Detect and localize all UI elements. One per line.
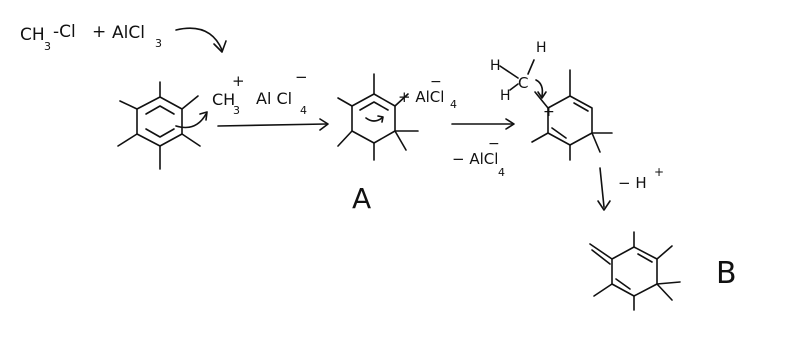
methyl-carbon: C — [518, 74, 529, 92]
methyl-bond — [395, 131, 406, 150]
reagent-alcl: AlCl — [112, 23, 145, 43]
step1-reagents — [212, 68, 328, 130]
methyl-cation-subscript: 3 — [233, 104, 240, 117]
alcl4-anion-subscript: 4 — [300, 104, 307, 117]
reagent-cl: -Cl — [53, 22, 76, 42]
reaction-arrow-1 — [218, 124, 326, 126]
reaction-arrow-3 — [600, 168, 604, 207]
methyl-cation: CH — [212, 90, 236, 109]
arenium-ion — [490, 40, 612, 160]
c-h-bond — [500, 66, 518, 78]
methyl-bond — [182, 134, 200, 146]
reagent-line — [20, 22, 226, 53]
minus-proton: − H — [618, 174, 647, 192]
minus-proton-charge: + — [654, 165, 665, 179]
product-ring — [612, 247, 657, 296]
methyl-bond — [118, 134, 137, 146]
label-b: B — [716, 256, 737, 291]
minus-alcl4-subscript: 4 — [498, 166, 505, 179]
methyl-bond — [657, 282, 680, 284]
methyl-bond — [182, 96, 198, 109]
methyl-bond — [657, 284, 672, 300]
benzene-ring — [137, 97, 182, 146]
product-b — [590, 232, 737, 310]
reagent-alcl-subscript: 3 — [155, 37, 162, 50]
arenium-charge: + — [543, 104, 555, 120]
methyl-bond — [592, 133, 600, 152]
reagent-plus: + — [92, 22, 107, 42]
alcl4-anion-charge: − — [295, 68, 308, 86]
ring-a-arc — [366, 118, 382, 121]
ring-a-inner-bond — [360, 102, 388, 110]
electron-arrow — [176, 114, 206, 128]
plus-alcl4-subscript: 4 — [450, 98, 457, 111]
ring-inner-bond-top — [146, 106, 174, 114]
methyl-bond — [338, 131, 352, 146]
methyl-cation-charge: + — [232, 72, 245, 90]
minus-alcl4-charge: − — [488, 136, 500, 152]
hexamethylbenzene — [118, 82, 207, 169]
c-h-bond — [528, 60, 534, 74]
c-h-bond — [510, 84, 518, 90]
methyl-bond — [532, 133, 548, 142]
methyl-bond — [338, 98, 352, 106]
curved-arrow-top — [176, 28, 222, 50]
plus-alcl4: + AlCl — [398, 88, 445, 106]
hydrogen-top: H — [536, 40, 547, 56]
plus-alcl4-charge: − — [430, 74, 442, 90]
alcl4-anion: Al Cl — [256, 89, 293, 108]
hydrogen-bottom: H — [500, 88, 511, 104]
label-a: A — [352, 182, 372, 215]
step3-arrow — [598, 165, 664, 210]
reagent-ch-subscript: 3 — [44, 40, 51, 53]
minus-alcl4: − AlCl — [452, 150, 499, 168]
intermediate-a — [338, 74, 457, 215]
hydrogen-left: H — [490, 58, 501, 74]
methyl-bond — [120, 101, 137, 109]
step2-arrow — [452, 119, 514, 179]
ring-a — [352, 94, 395, 143]
methyl-bond — [657, 246, 672, 259]
ring-inner-bond-bottom — [146, 129, 174, 137]
methyl-bond — [594, 284, 612, 296]
reagent-ch: CH — [20, 25, 45, 45]
